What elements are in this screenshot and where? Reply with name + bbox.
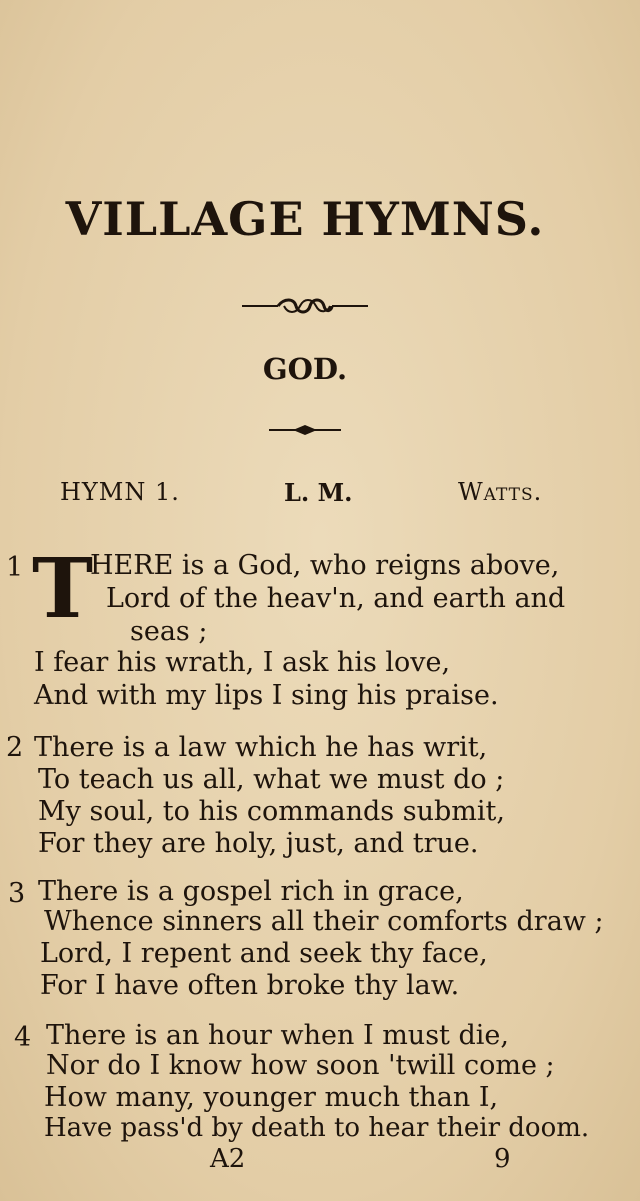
verse-line: My soul, to his commands submit, (38, 796, 505, 827)
verse-line: There is a gospel rich in grace, (38, 876, 464, 907)
signature-mark: A2 (210, 1144, 246, 1174)
verse-line: How many, younger much than I, (44, 1082, 499, 1113)
verse-number: 1 (6, 552, 24, 583)
verse-line: Lord, I repent and seek thy face, (40, 938, 488, 969)
verse-line: For they are holy, just, and true. (38, 828, 479, 859)
hymn-label: HYMN 1. (60, 478, 180, 506)
verse-line: To teach us all, what we must do ; (38, 764, 505, 795)
verse-line: HERE is a God, who reigns above, (90, 550, 560, 581)
verse-line: I fear his wrath, I ask his love, (34, 647, 451, 678)
page-number: 9 (494, 1144, 511, 1174)
drop-cap: T (32, 541, 94, 637)
verse-line: Lord of the heav'n, and earth and (106, 583, 566, 614)
section-heading: GOD. (262, 352, 348, 386)
hymn-header (0, 478, 640, 518)
verse-line: There is a law which he has writ, (34, 732, 488, 763)
verse-line: Nor do I know how soon 'twill come ; (46, 1050, 555, 1081)
verse-number: 3 (8, 878, 26, 909)
verse-line: Whence sinners all their comforts draw ; (44, 906, 604, 937)
verse-line: There is an hour when I must die, (46, 1020, 509, 1051)
verse-number: 4 (14, 1022, 32, 1053)
page-title: VILLAGE HYMNS. (65, 192, 545, 246)
verse-line: Have pass'd by death to hear their doom. (44, 1113, 590, 1143)
ornament-arrow (0, 420, 610, 444)
verse-line: seas ; (130, 616, 208, 647)
hymn-author: Watts. (458, 478, 543, 506)
verse-line: For I have often broke thy law. (40, 970, 460, 1001)
hymn-meter: L. M. (284, 478, 353, 507)
ornament-knot (0, 296, 610, 320)
verse-line: And with my lips I sing his praise. (34, 680, 499, 711)
verse-number: 2 (6, 732, 24, 763)
